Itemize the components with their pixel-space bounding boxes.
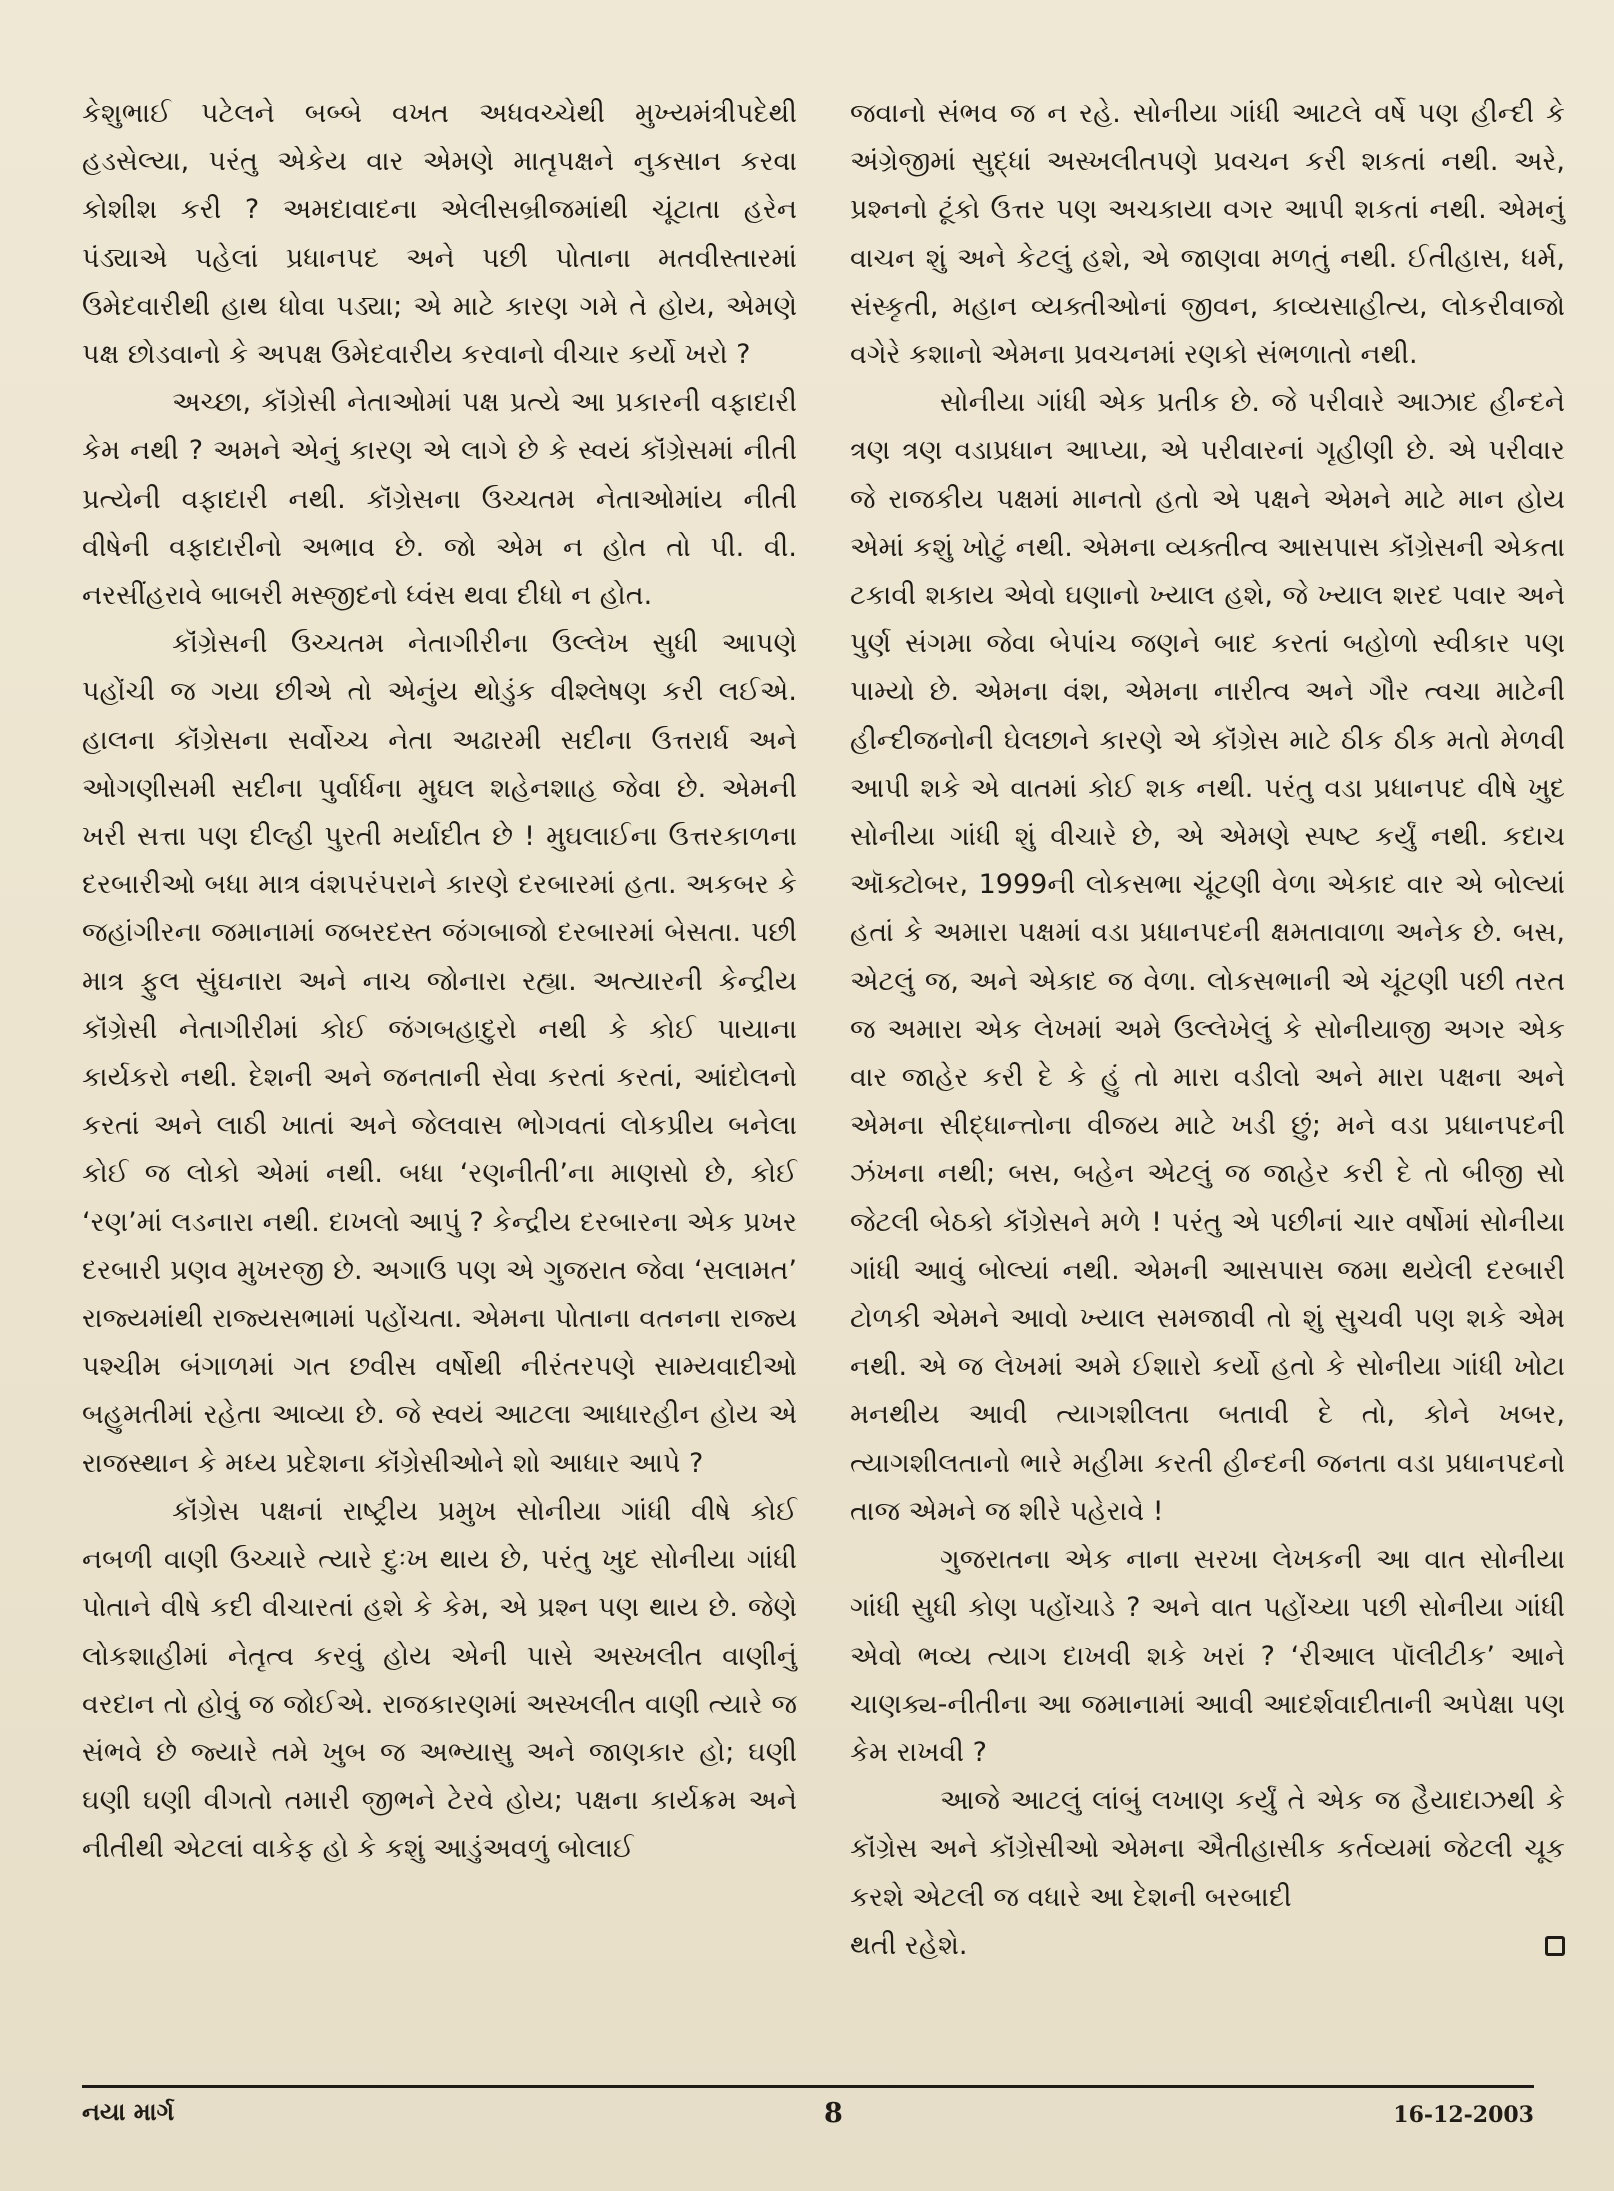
page-number: 8 <box>824 2098 843 2129</box>
paragraph: જવાનો સંભવ જ ન રહે. સોનીયા ગાંધી આટલે વર્ષે પણ હીન્દી કે અંગ્રેજીમાં સુદ્ધાં અસ્ખલીતપણે પ્રવચન કરી શકતાં નથી. અરે, પ્રશ્નનો ટૂંકો ઉત્તર પણ અચકાયા વગર આપી શકતાં નથી. એમનું વાચન શું અને કેટલું હશે, એ જાણવા મળતું નથી. ઈતીહાસ, ધર્મ, સંસ્કૃતી, મહાન વ્યક્તીઓનાં જીવન, કાવ્યસાહીત્ય, લોકરીવાજો વગેરે કશાનો એમના પ્રવચનમાં રણકો સંભળાતો નથી. <box>850 98 1565 371</box>
end-square-icon <box>1545 1936 1565 1956</box>
paragraph: આજે આટલું લાંબું લખાણ કર્યું તે એક જ હૈયાદાઝથી કે કૉંગ્રેસ અને કૉંગ્રેસીઓ એમના ઐતીહાસીક કર્તવ્યમાં જેટલી ચૂક કરશે એટલી જ વધારે આ દેશની બરબાદી <box>850 1785 1565 1913</box>
paragraph: કેશુભાઈ પટેલને બબ્બે વખત અધવચ્ચેથી મુખ્યમંત્રીપદેથી હડસેલ્યા, પરંતુ એકેય વાર એમણે માતૃપક્ષને નુકસાન કરવા કોશીશ કરી ? અમદાવાદના એલીસબ્રીજમાંથી ચૂંટાતા હરેન પંડ્યાએ પહેલાં પ્રધાનપદ અને પછી પોતાના મતવીસ્તારમાં ઉમેદવારીથી હાથ ધોવા પડ્યા; એ માટે કારણ ગમે તે હોય, એમણે પક્ષ છોડવાનો કે અપક્ષ ઉમેદવારીય કરવાનો વીચાર કર્યો ખરો ? <box>82 98 797 371</box>
article-end-line <box>850 1922 1565 1970</box>
paragraph: ગુજરાતના એક નાના સરખા લેખકની આ વાત સોનીયા ગાંધી સુધી કોણ પહોંચાડે ? અને વાત પહોંચ્યા પછી સોનીયા ગાંધી એવો ભવ્ય ત્યાગ દાખવી શકે ખરાં ? ‘રીઆલ પૉલીટીક’ આને ચાણક્ય-નીતીના આ જમાનામાં આવી આદર્શવાદીતાની અપેક્ષા પણ કેમ રાખવી ? <box>850 1544 1565 1768</box>
closing-text: થતી રહેશે. <box>850 1929 968 1961</box>
left-column <box>82 90 797 1874</box>
paragraph: અચ્છા, કૉંગ્રેસી નેતાઓમાં પક્ષ પ્રત્યે આ પ્રકારની વફાદારી કેમ નથી ? અમને એનું કારણ એ લાગે છે કે સ્વયં કૉંગ્રેસમાં નીતી પ્રત્યેની વફાદારી નથી. કૉંગ્રેસના ઉચ્ચતમ નેતાઓમાંય નીતી વીષેની વફાદારીનો અભાવ છે. જો એમ ન હોત તો પી. વી. નરસીંહરાવે બાબરી મસ્જીદનો ધ્વંસ થવા દીધો ન હોત. <box>82 387 797 612</box>
journal-name: નયા માર્ગ <box>82 2098 175 2126</box>
page-footer <box>82 2098 1534 2138</box>
paragraph: સોનીયા ગાંધી એક પ્રતીક છે. જે પરીવારે આઝાદ હીન્દને ત્રણ ત્રણ વડાપ્રધાન આપ્યા, એ પરીવારનાં ગૃહીણી છે. એ પરીવાર જે રાજકીય પક્ષમાં માનતો હતો એ પક્ષને એમને માટે માન હોય એમાં કશું ખોટું નથી. એમના વ્યક્તીત્વ આસપાસ કૉંગ્રેસની એકતા ટકાવી શકાય એવો ઘણાનો ખ્યાલ હશે, જે ખ્યાલ શરદ પવાર અને પુર્ણ સંગમા જેવા બેપાંચ જણને બાદ કરતાં બહોળો સ્વીકાર પણ પામ્યો છે. એમના વંશ, એમના નારીત્વ અને ગૌર ત્વચા માટેની હીન્દીજનોની ઘેલછાને કારણે એ કૉંગ્રેસ માટે ઠીક ઠીક મતો મેળવી આપી શકે એ વાતમાં કોઈ શક નથી. પરંતુ વડા પ્રધાનપદ વીષે ખુદ સોનીયા ગાંધી શું વીચારે છે, એ એમણે સ્પષ્ટ કર્યું નથી. કદાચ ઑક્ટોબર, 1999ની લોકસભા ચૂંટણી વેળા એકાદ વાર એ બોલ્યાં હતાં કે અમારા પક્ષમાં વડા પ્રધાનપદની ક્ષમતાવાળા અનેક છે. બસ, એટલું જ, અને એકાદ જ વેળા. લોકસભાની એ ચૂંટણી પછી તરત જ અમારા એક લેખમાં અમે ઉલ્લેખેલું કે સોનીયાજી અગર એક વાર જાહેર કરી દે કે હું તો મારા વડીલો અને મારા પક્ષના અને એમના સીદ્ધાન્તોના વીજય માટે ખડી છું; મને વડા પ્રધાનપદની ઝંખના નથી; બસ, બહેન એટલું જ જાહેર કરી દે તો બીજી સો જેટલી બેઠકો કૉંગ્રેસને મળે ! પરંતુ એ પછીનાં ચાર વર્ષોમાં સોનીયા ગાંધી આવું બોલ્યાં નથી. એમની આસપાસ જમા થયેલી દરબારી ટોળકી એમને આવો ખ્યાલ સમજાવી તો શું સુચવી પણ શકે એમ નથી. એ જ લેખમાં અમે ઈશારો કર્યો હતો કે સોનીયા ગાંધી ખોટા મનથીય આવી ત્યાગશીલતા બતાવી દે તો, કોને ખબર, ત્યાગશીલતાનો ભારે મહીમા કરતી હીન્દની જનતા વડા પ્રધાનપદનો તાજ એમને જ શીરે પહેરાવે ! <box>850 387 1565 1527</box>
right-column <box>850 90 1565 1970</box>
paragraph: કૉંગ્રેસની ઉચ્ચતમ નેતાગીરીના ઉલ્લેખ સુધી આપણે પહોંચી જ ગયા છીએ તો એનુંય થોડુંક વીશ્લેષણ કરી લઈએ. હાલના કૉંગ્રેસના સર્વોચ્ચ નેતા અઢારમી સદીના ઉત્તરાર્ધ અને ઓગણીસમી સદીના પુર્વાર્ધના મુઘલ શહેનશાહ જેવા છે. એમની ખરી સત્તા પણ દીલ્હી પુરતી મર્યાદીત છે ! મુઘલાઈના ઉત્તરકાળના દરબારીઓ બધા માત્ર વંશપરંપરાને કારણે દરબારમાં હતા. અકબર કે જહાંગીરના જમાનામાં જબરદસ્ત જંગબાજો દરબારમાં બેસતા. પછી માત્ર ફુલ સુંઘનારા અને નાચ જોનારા રહ્યા. અત્યારની કેન્દ્રીય કૉંગ્રેસી નેતાગીરીમાં કોઈ જંગબહાદુરો નથી કે કોઈ પાયાના કાર્યકરો નથી. દેશની અને જનતાની સેવા કરતાં કરતાં, આંદોલનો કરતાં અને લાઠી ખાતાં અને જેલવાસ ભોગવતાં લોકપ્રીય બનેલા કોઈ જ લોકો એમાં નથી. બધા ‘રણનીતી’ના માણસો છે, કોઈ ‘રણ’માં લડનારા નથી. દાખલો આપું ? કેન્દ્રીય દરબારના એક પ્રખર દરબારી પ્રણવ મુખરજી છે. અગાઉ પણ એ ગુજરાત જેવા ‘સલામત’ રાજ્યમાંથી રાજ્યસભામાં પહોંચતા. એમના પોતાના વતનના રાજ્ય પશ્ચીમ બંગાળમાં ગત છવીસ વર્ષોથી નીરંતરપણે સામ્યવાદીઓ બહુમતીમાં રહેતા આવ્યા છે. જે સ્વયં આટલા આધારહીન હોય એ રાજસ્થાન કે મધ્ય પ્રદેશના કૉંગ્રેસીઓને શો આધાર આપે ? <box>82 628 797 1479</box>
paragraph: કૉંગ્રેસ પક્ષનાં રાષ્ટ્રીય પ્રમુખ સોનીયા ગાંધી વીષે કોઈ નબળી વાણી ઉચ્ચારે ત્યારે દુઃખ થાય છે, પરંતુ ખુદ સોનીયા ગાંધી પોતાને વીષે કદી વીચારતાં હશે કે કેમ, એ પ્રશ્ન પણ થાય છે. જેણે લોકશાહીમાં નેતૃત્વ કરવું હોય એની પાસે અસ્ખલીત વાણીનું વરદાન તો હોવું જ જોઈએ. રાજકારણમાં અસ્ખલીત વાણી ત્યારે જ સંભવે છે જ્યારે તમે ખુબ જ અભ્યાસુ અને જાણકાર હો; ઘણી ઘણી ઘણી વીગતો તમારી જીભને ટેરવે હોય; પક્ષના કાર્યક્રમ અને નીતીથી એટલાં વાકેફ હો કે કશું આડુંઅવળું બોલાઈ <box>82 1495 797 1865</box>
issue-date: 16-12-2003 <box>1393 2102 1534 2128</box>
footer-divider <box>82 2085 1534 2088</box>
